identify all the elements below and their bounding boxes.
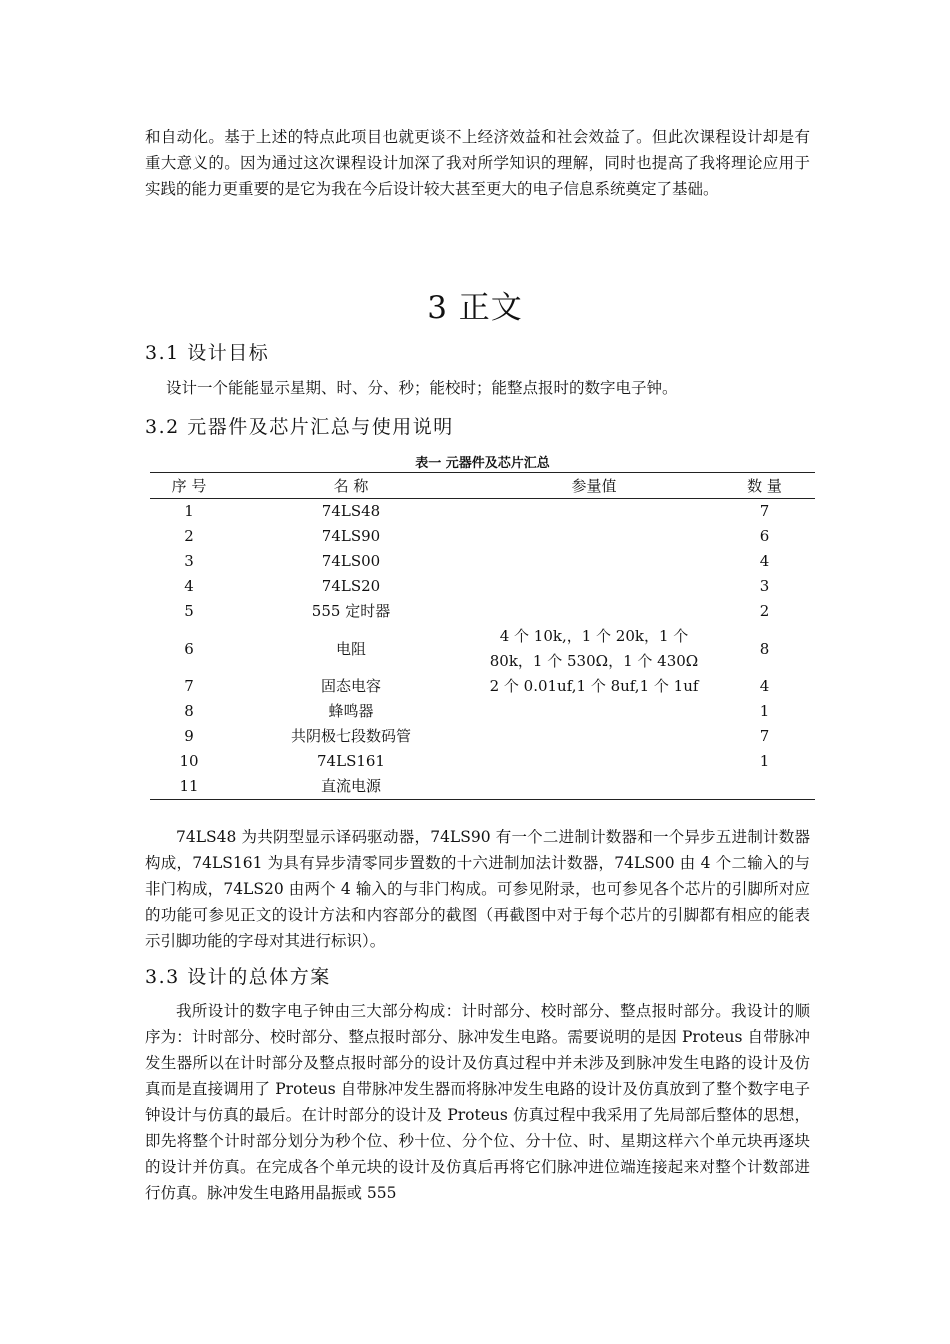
section-heading-3-1: 3.1 设计目标	[145, 342, 270, 364]
table-body	[150, 499, 815, 800]
cell-index: 10	[179, 752, 199, 770]
table-row	[150, 624, 815, 674]
cell-quantity: 3	[759, 577, 770, 595]
cell-quantity: 7	[759, 502, 770, 520]
cell-parameter	[474, 574, 714, 599]
table-row	[150, 524, 815, 549]
cell-index: 4	[184, 577, 194, 595]
overall-plan-paragraph: 我所设计的数字电子钟由三大部分构成：计时部分、校时部分、整点报时部分。我设计的顺序为：计时部分、校时部分、整点报时部分、脉冲发生电路。需要说明的是因 Proteus 自带脉冲发生器所以在计时部分及整点报时部分的设计及仿真过程中并未涉及到脉冲发生电路的设计及仿真而是直接调用了 Proteus 自带脉冲发生器而将脉冲发生电路的设计及仿真放到了整个数字电子钟设计与仿真的最后。在计时部分的设计及 Proteus 仿真过程中我采用了先局部后整体的思想，即先将整个计时部分划分为秒个位、秒十位、分个位、分十位、时、星期这样六个单元块再逐块的设计并仿真。在完成各个单元块的设计及仿真后再将它们脉冲进位端连接起来对整个计数部进行仿真。脉冲发生电路用晶振或 555	[145, 1002, 810, 1202]
cell-parameter: 2 个 0.01uf,1 个 8uf,1 个 1uf	[489, 677, 699, 695]
section-heading-3-3: 3.3 设计的总体方案	[145, 966, 331, 988]
table-row	[150, 749, 815, 774]
chapter-title: 3 正文	[427, 290, 523, 326]
cell-quantity: 8	[759, 639, 770, 658]
header-index: 序 号	[150, 473, 228, 499]
chip-description-paragraph: 74LS48 为共阴型显示译码驱动器，74LS90 有一个二进制计数器和一个异步五进制计数器构成，74LS161 为具有异步清零同步置数的十六进制加法计数器，74LS00 由 4 个二输入的与非门构成，74LS20 由两个 4 输入的与非门构成。可参见附录，也可参见各个芯片的引脚所对应的功能可参见正文的设计方法和内容部分的截图（再截图中对于每个芯片的引脚都有相应的能表示引脚功能的字母对其进行标识）。	[145, 828, 810, 950]
cell-name: 电阻	[335, 639, 366, 658]
cell-name: 74LS00	[321, 552, 381, 570]
cell-parameter	[474, 749, 714, 774]
table-row	[150, 699, 815, 724]
cell-parameter: 4 个 10k,，1 个 20k，1 个 80k，1 个 530Ω，1 个 430Ω	[489, 627, 699, 670]
table-row	[150, 774, 815, 800]
cell-index: 8	[184, 702, 194, 720]
table-row	[150, 724, 815, 749]
table-header-row	[150, 473, 815, 499]
cell-quantity: 6	[759, 527, 770, 545]
cell-index: 6	[184, 639, 194, 658]
cell-index: 2	[184, 527, 194, 545]
cell-name: 直流电源	[320, 777, 381, 795]
intro-paragraph: 和自动化。基于上述的特点此项目也就更谈不上经济效益和社会效益了。但此次课程设计却是有重大意义的。因为通过这次课程设计加深了我对所学知识的理解，同时也提高了我将理论应用于实践的能力更重要的是它为我在今后设计较大甚至更大的电子信息系统奠定了基础。	[145, 128, 810, 198]
cell-index: 7	[184, 677, 194, 695]
cell-quantity: 4	[759, 677, 770, 695]
cell-name: 555 定时器	[311, 602, 391, 620]
cell-parameter	[474, 774, 714, 800]
cell-name: 74LS48	[321, 502, 381, 520]
header-name: 名 称	[228, 473, 474, 499]
cell-quantity: 1	[759, 702, 770, 720]
table-row	[150, 549, 815, 574]
cell-index: 9	[184, 727, 194, 745]
cell-parameter	[474, 599, 714, 624]
table-row	[150, 574, 815, 599]
cell-index: 11	[179, 777, 199, 795]
table-caption: 表一 元器件及芯片汇总	[415, 456, 550, 471]
header-quantity: 数 量	[714, 473, 815, 499]
cell-quantity: 7	[759, 727, 770, 745]
cell-parameter	[474, 699, 714, 724]
cell-parameter	[474, 724, 714, 749]
cell-quantity: 4	[759, 552, 770, 570]
section-heading-3-2: 3.2 元器件及芯片汇总与使用说明	[145, 416, 454, 438]
cell-parameter	[474, 524, 714, 549]
cell-name: 固态电容	[320, 677, 381, 695]
cell-index: 1	[184, 502, 194, 520]
design-goal-text: 设计一个能能显示星期、时、分、秒；能校时；能整点报时的数字电子钟。	[166, 379, 678, 397]
cell-name: 共阴极七段数码管	[290, 727, 411, 745]
cell-quantity: 2	[759, 602, 770, 620]
cell-name: 74LS90	[321, 527, 381, 545]
cell-parameter	[474, 549, 714, 574]
cell-name: 蜂鸣器	[328, 702, 374, 720]
cell-index: 5	[184, 602, 194, 620]
cell-name: 74LS20	[321, 577, 381, 595]
table-row	[150, 499, 815, 525]
cell-quantity	[714, 774, 815, 800]
table-row	[150, 674, 815, 699]
table-row	[150, 599, 815, 624]
cell-quantity: 1	[759, 752, 770, 770]
header-parameter: 参量值	[474, 473, 714, 499]
cell-name: 74LS161	[317, 752, 385, 770]
cell-parameter	[474, 499, 714, 525]
cell-index: 3	[184, 552, 194, 570]
components-table	[150, 472, 815, 800]
